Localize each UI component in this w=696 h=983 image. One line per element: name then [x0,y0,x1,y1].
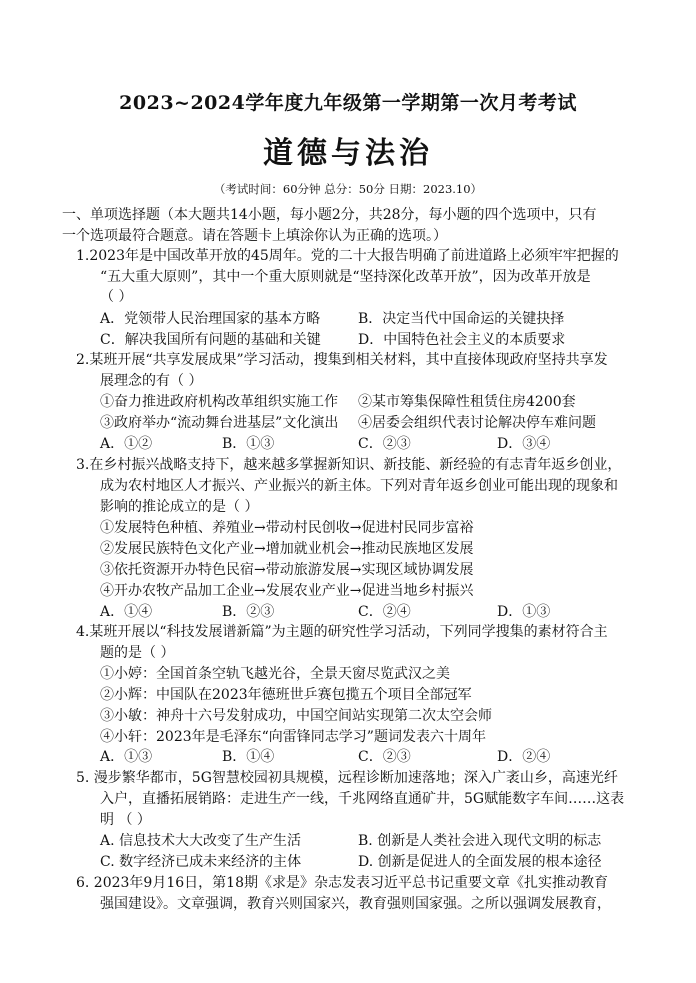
q4-option-b[interactable]: B．①④ [222,749,275,765]
q3-item-3: ③依托资源开办特色民宿→带动旅游发展→实现区域协调发展 [100,562,474,578]
q2-item-4: ④居委会组织代表讨论解决停车难问题 [358,415,596,431]
q6-stem-line-1: 6. 2023年9月16日，第18期《求是》杂志发表习近平总书记重要文章《扎实推动教育 [76,875,608,891]
q2-option-a[interactable]: A．①② [100,436,153,452]
exam-meta: （考试时间：60分钟 总分：50分 日期：2023.10） [213,182,483,196]
q5-option-a[interactable]: A. 信息技术大大改变了生产生活 [100,833,302,849]
q1-option-a[interactable]: A．党领带人民治理国家的基本方略 [100,311,321,327]
q1-stem-line-3: （ ） [100,289,133,305]
q5-option-b[interactable]: B. 创新是人类社会进入现代文明的标志 [358,833,602,849]
subject-title: 道德与法治 [263,136,433,171]
q4-item-4: ④小轩：2023年是毛泽东“向雷锋同志学习”题词发表六十周年 [100,729,486,745]
q4-item-1: ①小婷：全国首条空轨飞越光谷，全景天窗尽览武汉之美 [100,666,450,682]
q2-item-2: ②某市筹集保障性租赁住房4200套 [358,394,576,410]
exam-title: 2023~2024学年度九年级第一学期第一次月考考试 [119,92,577,114]
q4-item-3: ③小敏：神舟十六号发射成功，中国空间站实现第二次太空会师 [100,708,492,724]
q3-item-1: ①发展特色种植、养殖业→带动村民创收→促进村民同步富裕 [100,520,474,536]
q4-option-d[interactable]: D．②④ [497,749,551,765]
q3-option-a[interactable]: A．①④ [100,604,153,620]
q3-option-b[interactable]: B．②③ [222,604,275,620]
q4-item-2: ②小辉：中国队在2023年德班世乒赛包揽五个项目全部冠军 [100,687,472,703]
q3-item-2: ②发展民族特色文化产业→增加就业机会→推动民族地区发展 [100,541,474,557]
q4-stem-line-1: 4.某班开展以“科技发展谱新篇”为主题的研究性学习活动，下列同学搜集的素材符合主 [76,624,608,640]
q4-stem-line-2: 题的是（ ） [100,645,175,661]
q2-stem-line-2: 展理念的有（ ） [100,373,203,389]
q1-stem-line-1: 1.2023年是中国改革开放的45周年。党的二十大报告明确了前进道路上必须牢牢把握的 [76,248,619,264]
q2-option-d[interactable]: D．③④ [497,436,551,452]
q2-item-1: ①奋力推进政府机构改革组织实施工作 [100,394,338,410]
q5-option-d[interactable]: D. 创新是促进人的全面发展的根本途径 [358,854,602,870]
q3-item-4: ④开办农牧产品加工企业→发展农业产业→促进当地乡村振兴 [100,583,474,599]
q5-option-c[interactable]: C. 数字经济已成未来经济的主体 [100,854,302,870]
q1-option-c[interactable]: C．解决我国所有问题的基础和关键 [100,332,321,348]
q2-option-b[interactable]: B．①③ [222,436,275,452]
q5-stem-line-3: 明 （ ） [100,812,151,828]
q3-option-d[interactable]: D．①③ [497,604,551,620]
q5-stem-line-2: 入户，直播拓展销路：走进生产一线，千兆网络直通矿井，5G赋能数字车间……这表 [100,791,625,807]
q3-stem-line-3: 影响的推论成立的是（ ） [100,499,259,515]
q1-option-b[interactable]: B．决定当代中国命运的关键抉择 [358,311,565,327]
q2-option-c[interactable]: C．②③ [358,436,411,452]
q6-stem-line-2: 强国建设》。文章强调，教育兴则国家兴，教育强则国家强。之所以强调发展教育， [100,896,611,912]
section-heading-line-2: 一个选项最符合题意。请在答题卡上填涂你认为正确的选项。） [62,228,447,244]
q1-stem-line-2: “五大重大原则”，其中一个重大原则就是“坚持深化改革开放”，因为改革开放是 [100,269,591,285]
q3-option-c[interactable]: C．②④ [358,604,411,620]
q3-stem-line-2: 成为农村地区人才振兴、产业振兴的新主体。下列对青年返乡创业可能出现的现象和 [100,478,618,494]
q3-stem-line-1: 3.在乡村振兴战略支持下，越来越多掌握新知识、新技能、新经验的有志青年返乡创业， [76,457,622,473]
q2-stem-line-1: 2.某班开展“共享发展成果”学习活动，搜集到相关材料，其中直接体现政府坚持共享发 [76,352,608,368]
q2-item-3: ③政府举办“流动舞台进基层”文化演出 [100,415,339,431]
section-heading-line-1: 一、单项选择题（本大题共14小题，每小题2分，共28分，每小题的四个选项中，只有 [62,207,597,223]
q5-stem-line-1: 5. 漫步繁华都市，5G智慧校园初具规模，远程诊断加速落地；深入广袤山乡，高速光纤 [76,770,618,786]
q1-option-d[interactable]: D．中国特色社会主义的本质要求 [358,332,566,348]
q4-option-c[interactable]: C．②③ [358,749,411,765]
q4-option-a[interactable]: A．①③ [100,749,153,765]
